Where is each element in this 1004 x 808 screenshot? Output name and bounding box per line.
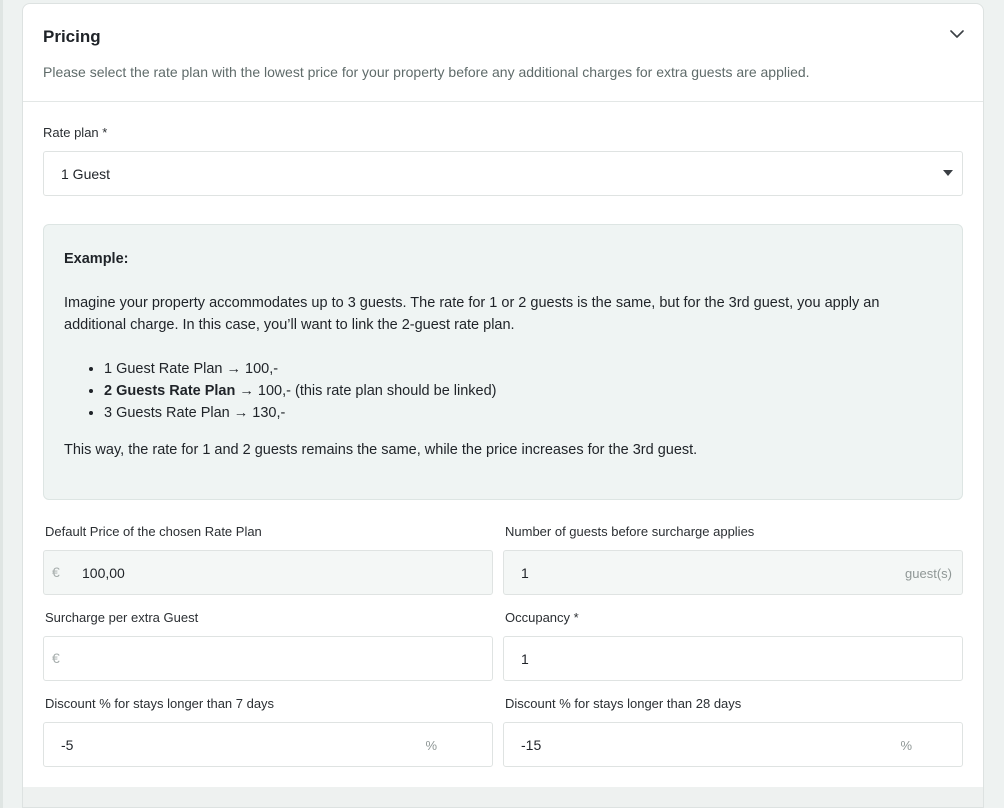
- caret-down-icon: [943, 170, 953, 176]
- example-heading: Example:: [64, 251, 129, 267]
- occupancy-value: 1: [521, 651, 529, 667]
- collapse-button[interactable]: [945, 22, 969, 46]
- example-conclusion: This way, the rate for 1 and 2 guests remains the same, while the price increases for the 3rd guest.: [64, 442, 698, 458]
- list-item: • 1 Guest Rate Plan → 100,-: [104, 358, 942, 380]
- discount-28-field[interactable]: [503, 722, 963, 767]
- discount-7-field[interactable]: [43, 722, 493, 767]
- pricing-card: [22, 3, 984, 808]
- rate-plan-select[interactable]: [43, 151, 963, 196]
- example-intro: Imagine your property accommodates up to 3 guests. The rate for 1 or 2 guests is the same, but for the 3rd guest, you apply an additional charge. In this case, you’ll want to link the 2-guest rate plan.: [64, 295, 880, 333]
- default-price-label: Default Price of the chosen Rate Plan: [45, 524, 262, 539]
- guests-suffix: guest(s): [905, 566, 952, 581]
- chevron-down-icon: [950, 30, 964, 39]
- rate-plan-selected: 1 Guest: [61, 166, 111, 182]
- discount-7-label: Discount % for stays longer than 7 days: [45, 696, 275, 711]
- example-box: [43, 224, 963, 500]
- section-title: Pricing: [43, 27, 101, 46]
- section-subtitle: Please select the rate plan with the lowest price for your property before any additional charges for extra guests are applied.: [43, 64, 810, 80]
- percent-suffix: %: [900, 738, 912, 753]
- guests-before-surcharge-value: 1: [521, 565, 529, 581]
- card-footer-strip: [23, 787, 983, 807]
- guests-before-surcharge-label: Number of guests before surcharge applies: [505, 524, 755, 539]
- default-price-value: 100,00: [82, 565, 125, 581]
- surcharge-field[interactable]: [43, 636, 493, 681]
- page-edge: [0, 0, 3, 808]
- pricing-header: [23, 4, 983, 102]
- euro-prefix: €: [52, 650, 60, 666]
- example-list: [104, 358, 942, 424]
- surcharge-label: Surcharge per extra Guest: [45, 610, 199, 625]
- occupancy-field[interactable]: [503, 636, 963, 681]
- list-item: • 2 Guests Rate Plan → 100,- (this rate plan should be linked): [104, 380, 942, 402]
- list-item: • 3 Guests Rate Plan → 130,-: [104, 402, 942, 424]
- default-price-field[interactable]: [43, 550, 493, 595]
- discount-28-label: Discount % for stays longer than 28 days: [505, 696, 742, 711]
- discount-7-value: -5: [61, 737, 74, 753]
- discount-28-value: -15: [521, 737, 542, 753]
- euro-prefix: €: [52, 564, 60, 580]
- occupancy-label: Occupancy *: [505, 610, 579, 625]
- rate-plan-label: Rate plan *: [43, 125, 108, 140]
- percent-suffix: %: [425, 738, 437, 753]
- guests-before-surcharge-field[interactable]: [503, 550, 963, 595]
